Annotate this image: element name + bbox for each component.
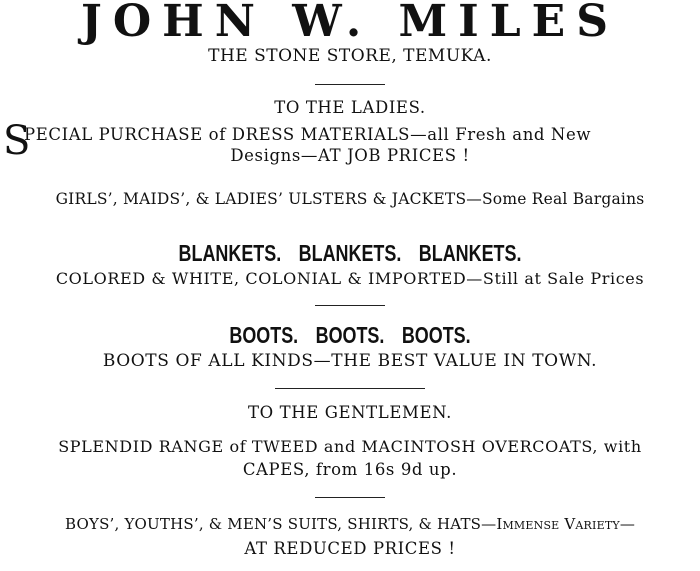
blankets-word: BLANKETS. [178,240,282,266]
divider-rule [315,497,385,498]
gentlemen-heading: TO THE GENTLEMEN. [248,403,452,422]
ladies-heading: TO THE LADIES. [274,98,426,117]
store-subtitle: THE STONE STORE, TEMUKA. [208,46,492,66]
boots-word: BOOTS. [229,322,299,348]
store-name: JOHN W. MILES [81,0,619,47]
drop-cap: S [3,118,31,164]
overcoats-line: SPLENDID RANGE of TWEED and MACINTOSH OVERCOATS, with [58,437,642,456]
suits-main: BOYS’, YOUTHS’, & MEN’S SUITS, SHIRTS, & HATS— [64,515,497,533]
divider-rule [275,388,425,389]
suits-line [0,514,700,535]
boots-headline [77,322,623,348]
blankets-detail: COLORED & WHITE, COLONIAL & IMPORTED—Still at Sale Prices [55,269,645,288]
ulsters-line: GIRLS’, MAIDS’, & LADIES’ ULSTERS & JACKETS—Some Real Bargains [55,190,645,208]
blankets-headline [77,240,623,266]
divider-rule [315,84,385,85]
special-purchase-line-2: Designs—AT JOB PRICES ! [230,146,470,165]
boots-word: BOOTS. [401,322,471,348]
divider-rule [315,305,385,306]
blankets-word: BLANKETS. [418,240,522,266]
special-purchase-line: PECIAL PURCHASE of DRESS MATERIALS—all Fresh and New [24,125,592,144]
suits-line-2: AT REDUCED PRICES ! [244,539,456,558]
boots-detail: BOOTS OF ALL KINDS—THE BEST VALUE IN TOWN. [102,351,598,371]
blankets-word: BLANKETS. [298,240,402,266]
boots-word: BOOTS. [315,322,385,348]
overcoats-line-2: CAPES, from 16s 9d up. [242,460,458,479]
suits-dash: — [619,515,636,533]
suits-variety: Immense Variety [496,515,620,533]
